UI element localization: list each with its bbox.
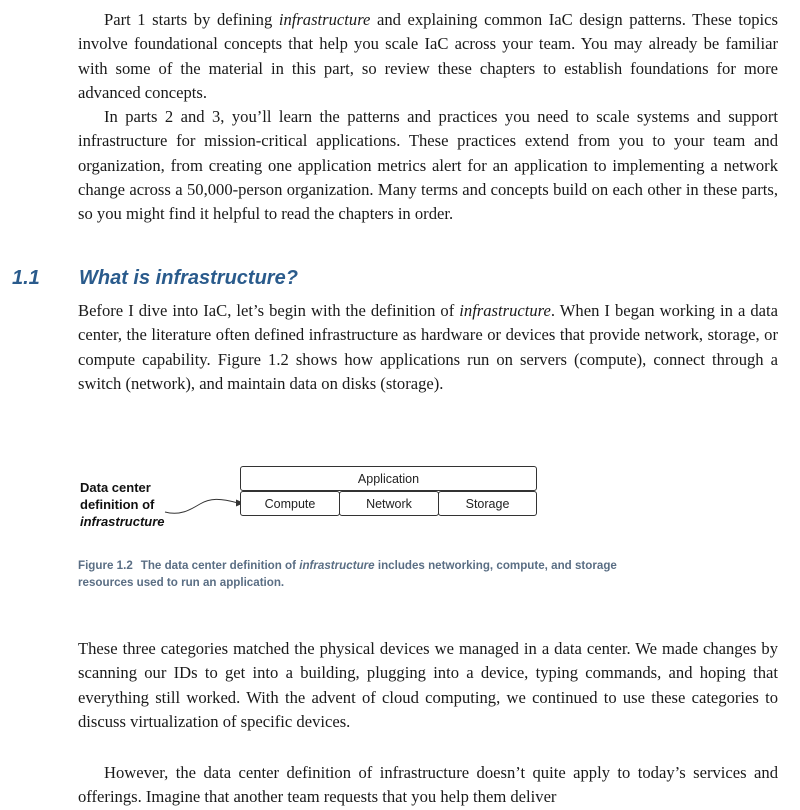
text-run: The data center definition of [140, 559, 300, 572]
paragraph-parts-2-3: In parts 2 and 3, you’ll learn the patterns and practices you need to scale systems and support infrastructure for mission-critical applications. These practices extend from you to your team and organization, from creating one application metrics alert for an application to implementing a network change across a 50,000-person organization. Many terms and concepts build on each other in these parts, so you might find it helpful to read the chapters in order. [78, 107, 778, 224]
section-number: 1.1 [12, 267, 40, 289]
paragraph-infrastructure-definition [78, 299, 778, 396]
callout-line: infrastructure [80, 514, 165, 529]
text-run: and explaining common IaC design patterns. These topics involve foundational concepts that help you scale IaC across your team. You may already be familiar with some of the material in this part, so review these chapters to establish foundations for more advanced concepts. [78, 10, 778, 102]
figure-caption [78, 557, 638, 591]
paragraph-three-categories: These three categories matched the physical devices we managed in a data center. We made changes by scanning our IDs to get into a building, plugging into a device, typing commands, and hoping that everything still worked. With the advent of cloud computing, we continued to use these categories to discuss virtualization of specific devices. [78, 639, 778, 731]
text-run: Part 1 starts by defining [104, 10, 279, 29]
paragraph-part1 [78, 8, 778, 105]
emphasis-text: infrastructure [278, 10, 371, 29]
callout-line: definition of [80, 497, 155, 512]
application-box: Application [240, 466, 537, 491]
emphasis-text: infrastructure [299, 559, 375, 572]
emphasis-text: infrastructure [459, 301, 551, 320]
compute-box: Compute [240, 491, 340, 516]
text-run: . When I began working in a data center, the literature often defined infrastructure as hardware or devices that provide network, storage, or compute capability. Figure 1.2 shows how applications run on servers (compute), connect through a switch (network), and maintain data on disks (storage). [78, 301, 778, 393]
text-run: includes networking, compute, and storage resources used to run an application. [78, 559, 617, 589]
network-box: Network [339, 491, 439, 516]
storage-box: Storage [438, 491, 537, 516]
callout-line: Data center [80, 480, 151, 495]
paragraph-however: However, the data center definition of infrastructure doesn’t quite apply to today’s services and offerings. Imagine that another team requests that you help them deliver [78, 763, 778, 807]
text-run: Before I dive into IaC, let’s begin with the definition of [78, 301, 460, 320]
callout-arrow [160, 490, 245, 520]
section-title: What is infrastructure? [79, 267, 298, 289]
caption-label: Figure 1.2 [78, 559, 133, 572]
